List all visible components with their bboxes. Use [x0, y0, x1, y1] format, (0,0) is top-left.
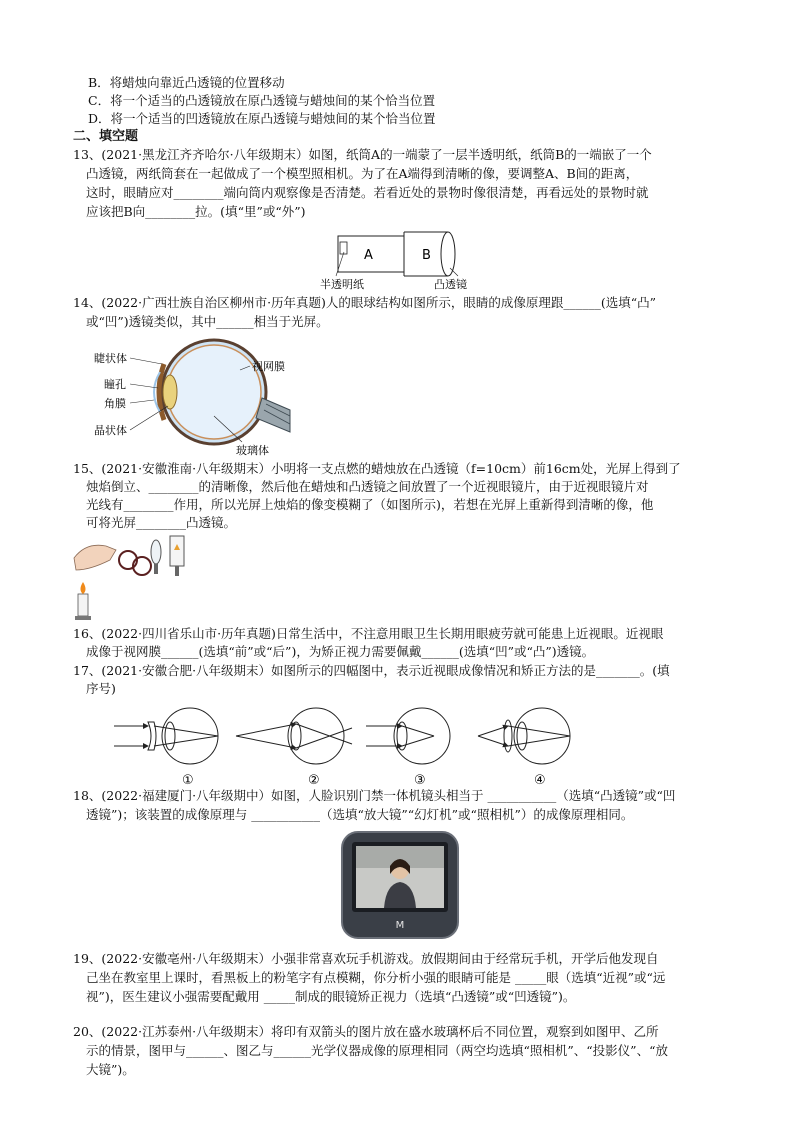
- q14-line2: 或“凹”)透镜类似，其中______相当于光屏。: [86, 314, 329, 329]
- q17-line1: 17、(2021·安徽合肥·八年级期末）如图所示的四幅图中，表示近视眼成像情况和矫正方法的是_______。(填: [73, 663, 670, 678]
- q19-line3: 视”)，医生建议小强需要配戴用 _____制成的眼镜矫正视力（选填“凸透镜”或“凹透镜”)。: [86, 989, 576, 1004]
- q18-line1: 18、(2022·福建厦门·八年级期中）如图，人脸识别门禁一体机镜头相当于 ___________（选填“凸透镜”或“凹: [73, 788, 676, 803]
- q15-line3: 光线有________作用，所以光屏上烛焰的像变模糊了（如图所示)，若想在光屏上重新得到清晰的像，他: [86, 497, 654, 512]
- vitreous-label: 玻璃体: [236, 444, 269, 456]
- q19-line2: 己坐在教室里上课时，看黑板上的粉笔字有点模糊，你分析小强的眼睛可能是 _____眼（选填“近视”或“远: [86, 970, 666, 985]
- eye-correction-diagrams: [112, 704, 612, 790]
- option-b: B．将蜡烛向靠近凸透镜的位置移动: [88, 75, 285, 90]
- q14-line1: 14、(2022·广西壮族自治区柳州市·历年真题)人的眼球结构如图所示，眼睛的成像原理跟______(选填“凸”: [73, 295, 657, 310]
- q20-line3: 大镜”)。: [86, 1062, 135, 1077]
- q20-line2: 示的情景，图甲与______、图乙与______光学仪器成像的原理相同（两空均选填“照相机”、“投影仪”、“放: [86, 1043, 668, 1058]
- cornea-label: 角膜: [104, 397, 126, 410]
- q16-line2: 成像于视网膜______(选填“前”或“后”)，为矫正视力需要佩戴______(选填“凹”或“凸”)透镜。: [86, 644, 595, 659]
- option-c: C．将一个适当的凸透镜放在原凸透镜与蜡烛间的某个恰当位置: [88, 93, 436, 108]
- diagram-4: [478, 708, 570, 788]
- q18-line2: 透镜”)；该装置的成像原理与 ___________（选填“放大镜”“幻灯机”或“照相机”）的成像原理相同。: [86, 807, 634, 822]
- eye-structure-figure: [94, 336, 334, 456]
- q20-line1: 20、(2022·江苏泰州·八年级期末）将印有双箭头的图片放在盛水玻璃杯后不同位置，观察到如图甲、乙所: [73, 1024, 659, 1039]
- q17-line2: 序号): [86, 681, 116, 696]
- camera-tube-figure: [318, 228, 478, 292]
- convex-lens-caption: 凸透镜: [434, 278, 467, 291]
- diagram-4-label: ④: [534, 773, 546, 788]
- q13-line4: 应该把B向________拉。(填“里”或“外”): [86, 204, 306, 219]
- section-title: 二、填空题: [73, 129, 139, 144]
- diagram-3: [366, 708, 450, 788]
- q16-line1: 16、(2022·四川省乐山市·历年真题)日常生活中，不注意用眼卫生长期用眼疲劳就可能患上近视眼。近视眼: [73, 626, 664, 641]
- diagram-2-label: ②: [308, 773, 320, 788]
- diagram-1: [114, 708, 218, 788]
- tube-a-label: A: [364, 248, 373, 263]
- q13-line1: 13、(2021·黑龙江齐齐哈尔·八年级期末）如图，纸筒A的一端蒙了一层半透明纸，纸筒B的一端嵌了一个: [73, 147, 652, 162]
- diagram-3-label: ③: [414, 773, 426, 788]
- retina-label: 视网膜: [252, 360, 285, 373]
- myopia-lens-experiment-figure: [70, 530, 190, 622]
- translucent-paper-caption: 半透明纸: [320, 278, 364, 291]
- q13-line2: 凸透镜，两纸筒套在一起做成了一个模型照相机。为了在A端得到清晰的像，要调整A、B间的距离，: [86, 166, 639, 181]
- lens-label: 晶状体: [94, 424, 127, 437]
- q13-line3: 这时，眼睛应对________端向筒内观察像是否清楚。若看近处的景物时像很清楚，再看远处的景物时就: [86, 185, 649, 200]
- face-recognition-device-figure: [340, 830, 460, 940]
- tube-b-label: B: [422, 248, 431, 263]
- q15-line4: 可将光屏________凸透镜。: [86, 515, 237, 530]
- diagram-1-label: ①: [182, 773, 194, 788]
- pupil-label: 瞳孔: [104, 378, 126, 391]
- ciliary-body-label: 睫状体: [94, 352, 127, 365]
- q15-line2: 烛焰倒立、________的清晰像，然后他在蜡烛和凸透镜之间放置了一个近视眼镜片，由于近视眼镜片对: [86, 479, 649, 494]
- diagram-2: [236, 708, 352, 788]
- device-logo: M: [395, 920, 405, 931]
- q19-line1: 19、(2022·安徽亳州·八年级期末）小强非常喜欢玩手机游戏。放假期间由于经常玩手机，开学后他发现自: [73, 951, 659, 966]
- option-d: D．将一个适当的凹透镜放在原凸透镜与蜡烛间的某个恰当位置: [88, 111, 436, 126]
- q15-line1: 15、(2021·安徽淮南·八年级期末）小明将一支点燃的蜡烛放在凸透镜（f=10cm）前16cm处，光屏上得到了: [73, 461, 681, 476]
